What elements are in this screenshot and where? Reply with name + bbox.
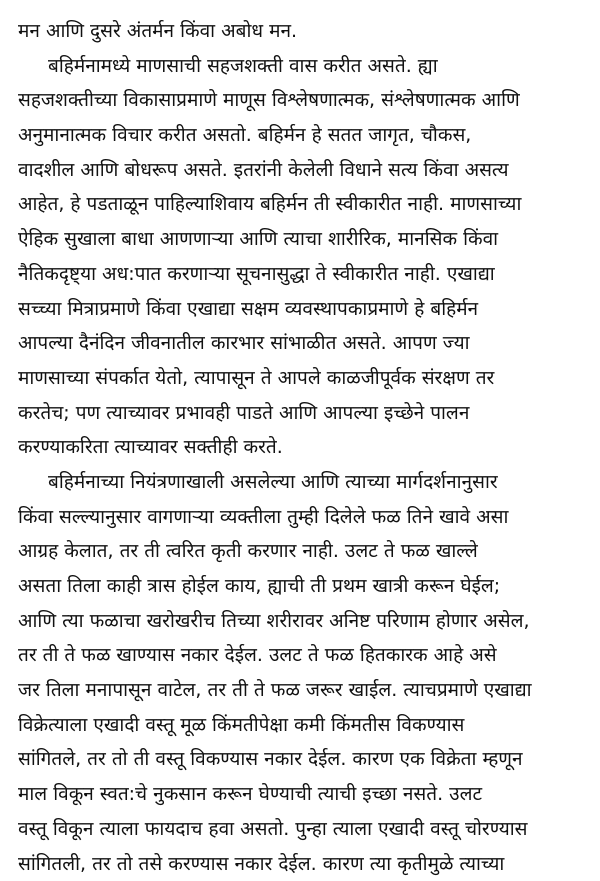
text-line: सांगितले, तर तो ती वस्तू विकण्यास नकार देईल. कारण एक विक्रेता म्हणून: [18, 742, 584, 777]
paragraph-start-line: बहिर्मनामध्ये माणसाची सहजशक्ती वास करीत असते. ह्या: [18, 49, 584, 84]
text-line: मन आणि दुसरे अंतर्मन किंवा अबोध मन.: [18, 14, 584, 49]
text-line: सहजशक्तीच्या विकासाप्रमाणे माणूस विश्लेषणात्मक, संश्लेषणात्मक आणि: [18, 83, 584, 118]
text-line: जर तिला मनापासून वाटेल, तर ती ते फळ जरूर खाईल. त्याचप्रमाणे एखाद्या: [18, 673, 584, 708]
text-line: माणसाच्या संपर्कात येतो, त्यापासून ते आपले काळजीपूर्वक संरक्षण तर: [18, 361, 584, 396]
text-line: सच्च्या मित्राप्रमाणे किंवा एखाद्या सक्षम व्यवस्थापकाप्रमाणे हे बहिर्मन: [18, 292, 584, 327]
text-line: ऐहिक सुखाला बाधा आणणाऱ्या आणि त्याचा शारीरिक, मानसिक किंवा: [18, 222, 584, 257]
text-line: करण्याकरिता त्याच्यावर सक्तीही करते.: [18, 430, 584, 465]
text-line: विक्रेत्याला एखादी वस्तू मूळ किंमतीपेक्षा कमी किंमतीस विकण्यास: [18, 708, 584, 743]
text-line: नैतिकदृष्ट्या अध:पात करणाऱ्या सूचनासुद्धा ते स्वीकारीत नाही. एखाद्या: [18, 257, 584, 292]
paragraph-start-line: बहिर्मनाच्या नियंत्रणाखाली असलेल्या आणि त्याच्या मार्गदर्शनानुसार: [18, 465, 584, 500]
text-line: सांगितली, तर तो तसे करण्यास नकार देईल. कारण त्या कृतीमुळे त्याच्या: [18, 847, 584, 881]
text-line: करतेच; पण त्याच्यावर प्रभावही पाडते आणि आपल्या इच्छेने पालन: [18, 396, 584, 431]
text-line: तर ती ते फळ खाण्यास नकार देईल. उलट ते फळ हितकारक आहे असे: [18, 638, 584, 673]
text-line: असता तिला काही त्रास होईल काय, ह्याची ती प्रथम खात्री करून घेईल;: [18, 569, 584, 604]
text-line: आपल्या दैनंदिन जीवनातील कारभार सांभाळीत असते. आपण ज्या: [18, 326, 584, 361]
text-line: आग्रह केलात, तर ती त्वरित कृती करणार नाही. उलट ते फळ खाल्ले: [18, 534, 584, 569]
text-line: अनुमानात्मक विचार करीत असतो. बहिर्मन हे सतत जागृत, चौकस,: [18, 118, 584, 153]
text-line: वस्तू विकून त्याला फायदाच हवा असतो. पुन्हा त्याला एखादी वस्तू चोरण्यास: [18, 812, 584, 847]
body-text: [18, 14, 584, 881]
text-line: वादशील आणि बोधरूप असते. इतरांनी केलेली विधाने सत्य किंवा असत्य: [18, 153, 584, 188]
text-line: आणि त्या फळाचा खरोखरीच तिच्या शरीरावर अनिष्ट परिणाम होणार असेल,: [18, 604, 584, 639]
text-line: आहेत, हे पडताळून पाहिल्याशिवाय बहिर्मन ती स्वीकारीत नाही. माणसाच्या: [18, 187, 584, 222]
text-line: किंवा सल्ल्यानुसार वागणाऱ्या व्यक्तीला तुम्ही दिलेले फळ तिने खावे असा: [18, 500, 584, 535]
text-line: माल विकून स्वत:चे नुकसान करून घेण्याची त्याची इच्छा नसते. उलट: [18, 777, 584, 812]
